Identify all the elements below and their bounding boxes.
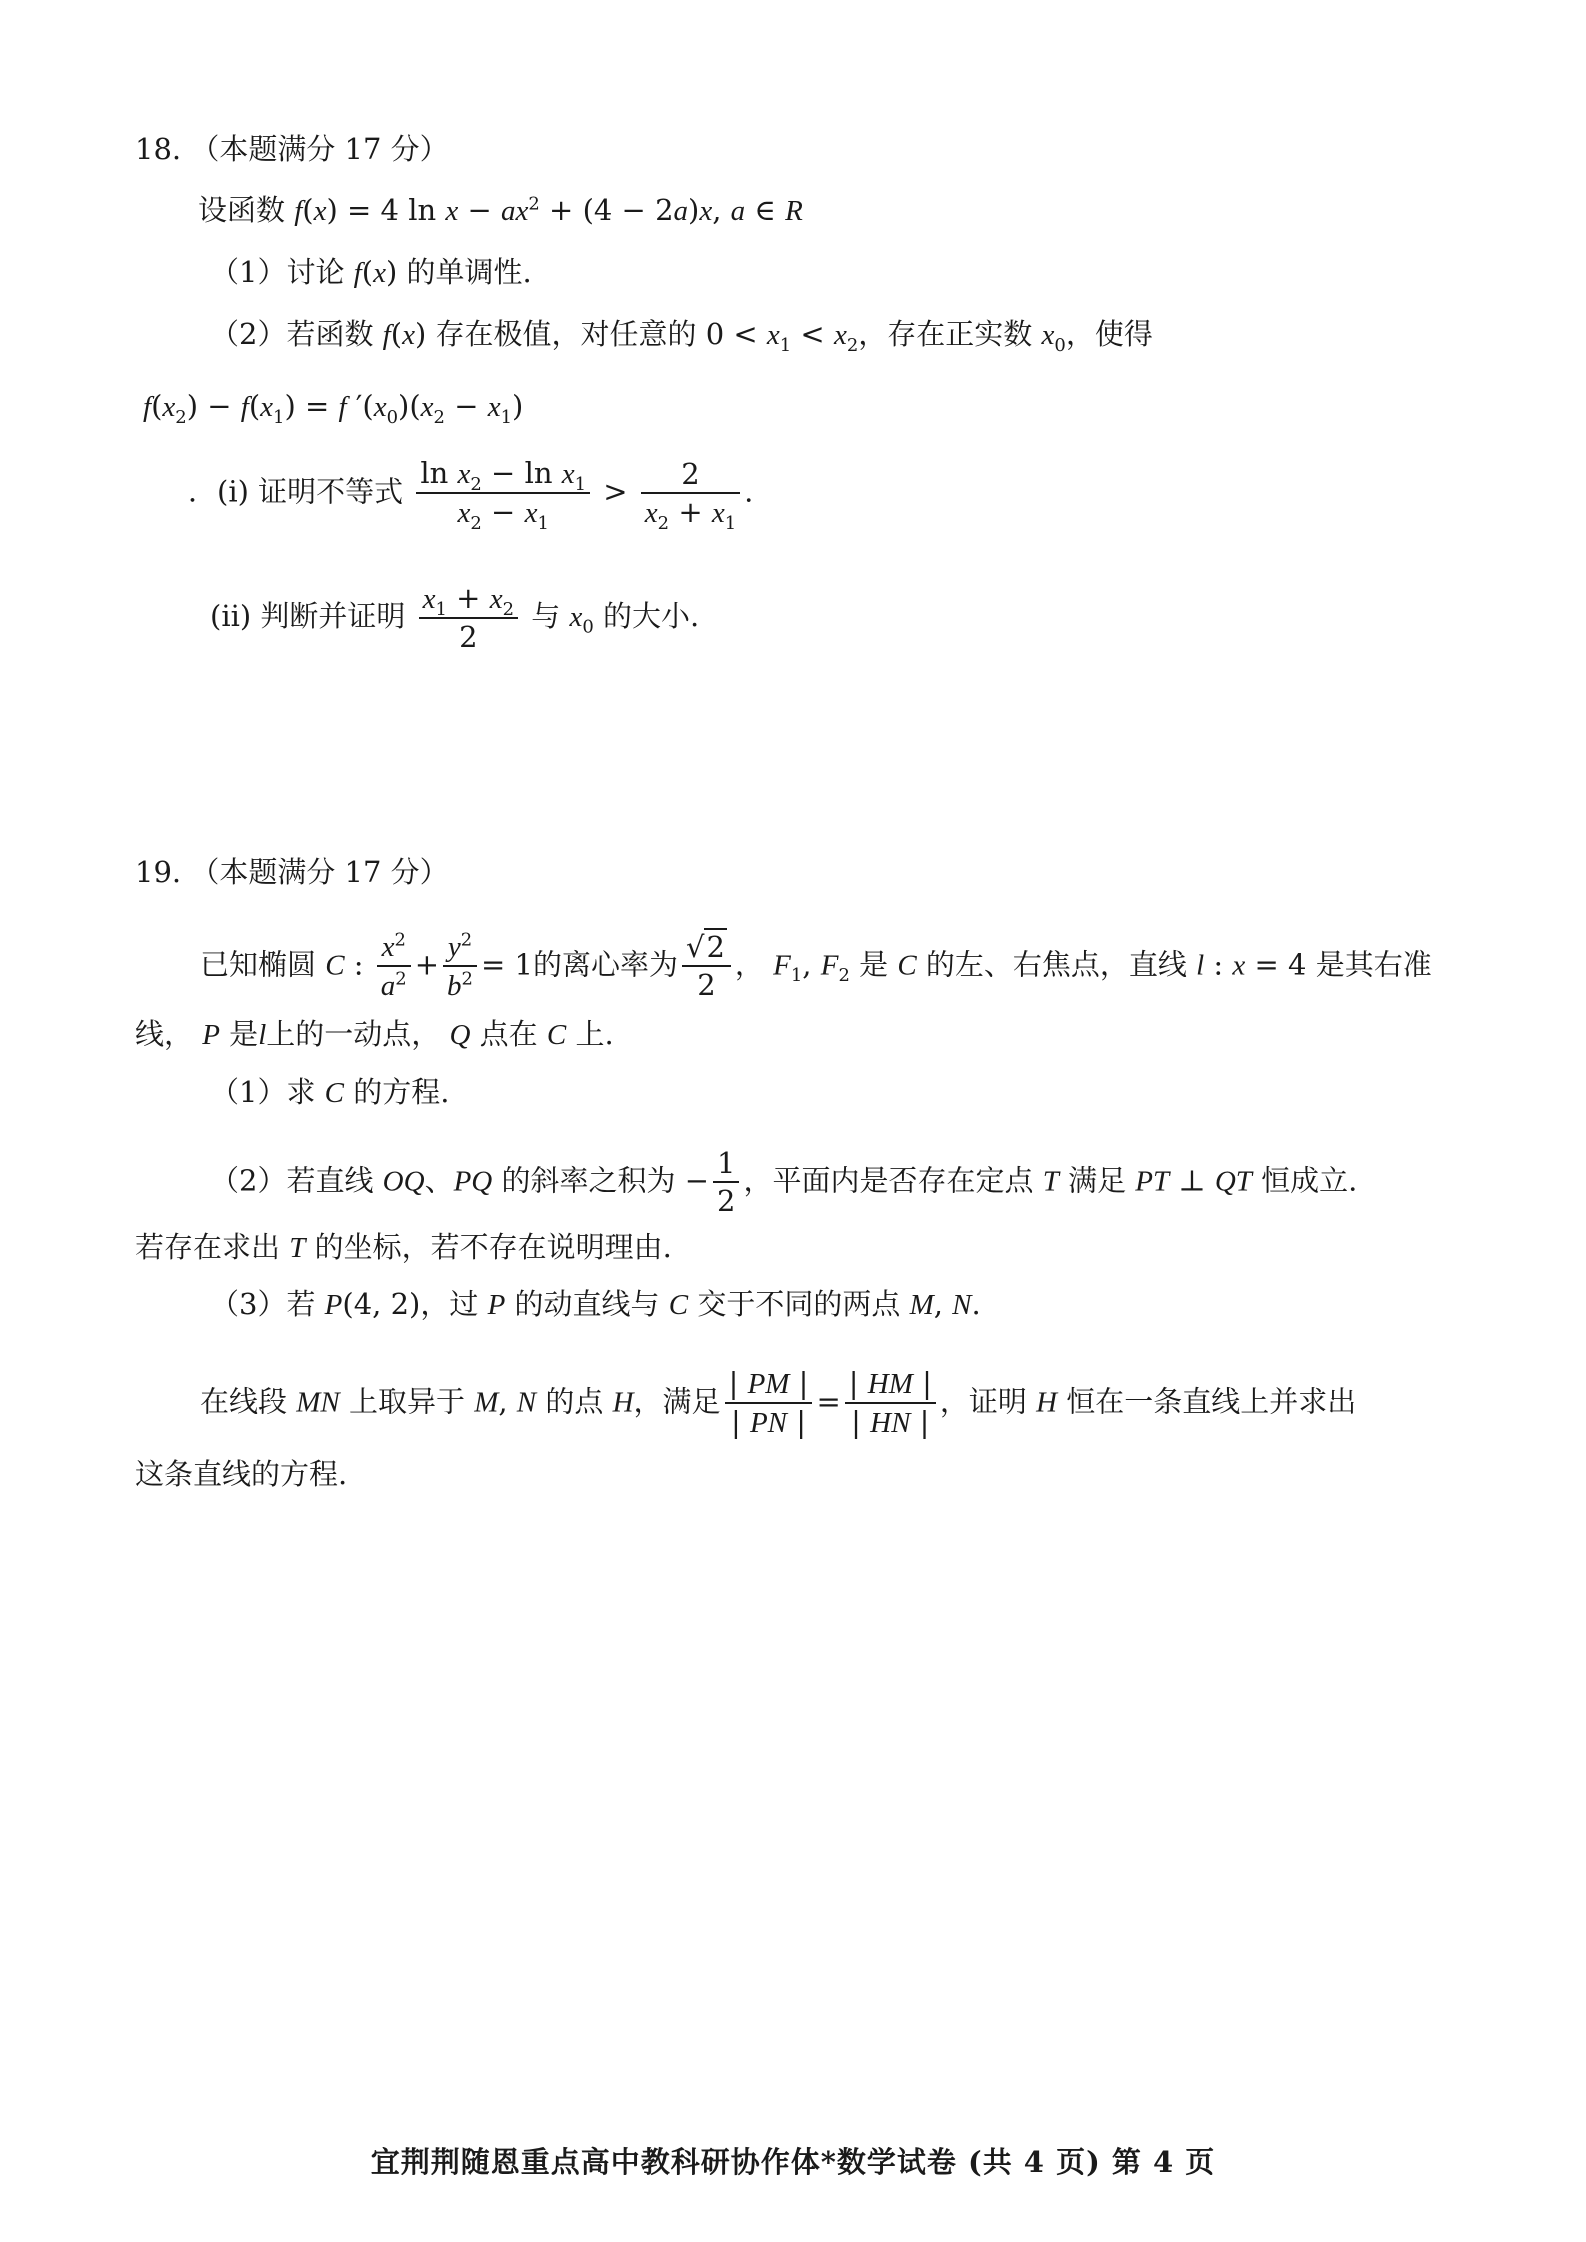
q19-part2-continued: 若存在求出 T 的坐标，若不存在说明理由.	[135, 1230, 672, 1264]
y-squared-fraction: $\frac{y^2}{b^2}$	[443, 928, 477, 1005]
pm-over-pn-fraction: $\frac{| PM |}{| PN |}$	[725, 1365, 813, 1442]
q18-mvt-equation: $f(x_2) - f(x_1) = f$ $'(x_0)(x_2 - x_1)$	[143, 389, 524, 428]
q18-part2: （2）若函数 f(x) 存在极值，对任意的 $0 < x_1 < x_2$，存在正实数 $x_0$，使得	[210, 317, 1153, 356]
q19-part2: （2）若直线 OQ、PQ 的斜率之积为 − $\frac{1}{2}$ ，平面内是否存在定点 T 满足 PT ⊥ QT 恒成立.	[210, 1146, 1358, 1219]
midpoint-fraction: $\frac{x_1 + x_2}{2}$	[419, 580, 518, 656]
hm-over-hn-fraction: $\frac{| HM |}{| HN |}$	[845, 1365, 936, 1442]
q19-intro-line2: 线， P 是l上的一动点， Q 点在 C 上.	[135, 1017, 614, 1051]
q18-intro: 设函数 f(x) = 4 $\ln x - ax^2 + (4 - 2a)x$, a ∈ R	[198, 193, 803, 227]
eccentricity-fraction: $\frac{√2}{2}$	[682, 929, 731, 1004]
two-over-sum-fraction: $\frac{2}{x_2 + x_1}$	[641, 456, 740, 532]
q19-part3: （3）若 P(4, 2)，过 P 的动直线与 C 交于不同的两点 M, N.	[210, 1287, 981, 1321]
q19-part3-condition: 在线段 MN 上取异于 M, N 的点 H，满足 $\frac{| PM |}{| PN |}$ = $\frac{| HM |}{| HN |}$ ，证明 H 恒在一条直线上并求出	[200, 1365, 1356, 1442]
page-footer: 宜荆荆随恩重点高中教科研协作体*数学试卷 (共 4 页) 第 4 页	[370, 2145, 1216, 2179]
q18-part1: （1）讨论 f(x) 的单调性.	[210, 255, 532, 289]
log-difference-fraction: $\frac{\ln x_2 - \ln x_1}{x_2 - x_1}$	[416, 455, 590, 532]
q18-part2-ii: (ii) 判断并证明 $\frac{x_1 + x_2}{2}$ 与 $x_0$ 的大小.	[210, 581, 700, 655]
q18-part2-i: ．(i) 证明不等式 $\frac{\ln x_2 - \ln x_1}{x_2 - x_1}$ > $\frac{2}{x_2 + x_1}$ .	[188, 456, 754, 535]
q19-header: 19. （本题满分 17 分）	[135, 855, 449, 889]
q19-intro: 已知椭圆 C : $\frac{x^2}{a^2}$ + $\frac{y^2}{b^2}$ = 1的离心率为 $\frac{√2}{2}$ ， $F_1$, $F_2$ 是 C 的左、右焦点，直线 l : x = 4 是其右准	[200, 928, 1432, 1005]
q19-part1: （1）求 C 的方程.	[210, 1075, 450, 1109]
x-squared-fraction: $\frac{x^2}{a^2}$	[377, 928, 411, 1005]
q18-header: 18. （本题满分 17 分）	[135, 132, 449, 166]
q19-part3-end: 这条直线的方程.	[135, 1457, 348, 1491]
negative-half-fraction: $\frac{1}{2}$	[713, 1145, 739, 1220]
